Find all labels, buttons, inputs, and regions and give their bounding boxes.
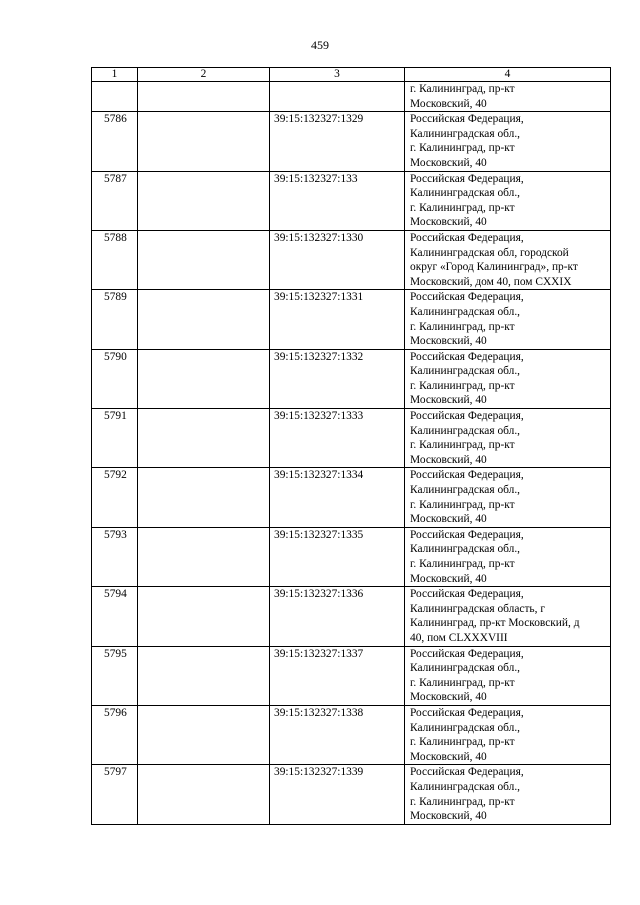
column-2-cell (138, 230, 270, 289)
cadastral-number-cell: 39:15:132327:1332 (270, 349, 405, 408)
column-2-cell (138, 587, 270, 646)
address-cell: Российская Федерация, Калининградская обл., г. Калининград, пр-кт Московский, 40 (405, 765, 611, 824)
table-row (92, 705, 611, 764)
address-cell: Российская Федерация, Калининградская обл., г. Калининград, пр-кт Московский, 40 (405, 646, 611, 705)
row-number-cell: 5790 (92, 349, 138, 408)
address-cell: Российская Федерация, Калининградская обл., г. Калининград, пр-кт Московский, 40 (405, 171, 611, 230)
header-cell: 3 (270, 68, 405, 82)
cadastral-number-cell: 39:15:132327:1331 (270, 290, 405, 349)
cadastral-number-cell: 39:15:132327:1337 (270, 646, 405, 705)
address-cell: Российская Федерация, Калининградская обл., г. Калининград, пр-кт Московский, 40 (405, 409, 611, 468)
address-cell: Российская Федерация, Калининградская область, г Калининград, пр-кт Московский, д 40, пом CLXXXVIII (405, 587, 611, 646)
address-cell: Российская Федерация, Калининградская обл., г. Калининград, пр-кт Московский, 40 (405, 290, 611, 349)
column-2-cell (138, 409, 270, 468)
table-row (92, 230, 611, 289)
cadastral-number-cell (270, 82, 405, 112)
table-row (92, 765, 611, 824)
address-cell: Российская Федерация, Калининградская обл., г. Калининград, пр-кт Московский, 40 (405, 527, 611, 586)
header-cell: 4 (405, 68, 611, 82)
row-number-cell: 5788 (92, 230, 138, 289)
table-row (92, 587, 611, 646)
column-2-cell (138, 349, 270, 408)
page-number: 459 (311, 38, 329, 52)
column-2-cell (138, 112, 270, 171)
cadastral-number-cell: 39:15:132327:1329 (270, 112, 405, 171)
address-cell: Российская Федерация, Калининградская обл., г. Калининград, пр-кт Московский, 40 (405, 468, 611, 527)
table-row (92, 646, 611, 705)
row-number-cell: 5793 (92, 527, 138, 586)
table-row (92, 527, 611, 586)
column-2-cell (138, 527, 270, 586)
table-row (92, 468, 611, 527)
row-number-cell: 5786 (92, 112, 138, 171)
address-cell: Российская Федерация, Калининградская обл., г. Калининград, пр-кт Московский, 40 (405, 112, 611, 171)
cadastral-number-cell: 39:15:132327:1338 (270, 705, 405, 764)
table-row (92, 409, 611, 468)
cadastral-number-cell: 39:15:132327:1333 (270, 409, 405, 468)
row-number-cell: 5797 (92, 765, 138, 824)
column-2-cell (138, 646, 270, 705)
cadastral-number-cell: 39:15:132327:1334 (270, 468, 405, 527)
address-cell: Российская Федерация, Калининградская обл., г. Калининград, пр-кт Московский, 40 (405, 349, 611, 408)
address-cell: Российская Федерация, Калининградская обл., г. Калининград, пр-кт Московский, 40 (405, 705, 611, 764)
table-row (92, 349, 611, 408)
column-2-cell (138, 705, 270, 764)
row-number-cell (92, 82, 138, 112)
registry-table-body (92, 68, 611, 825)
address-cell: Российская Федерация, Калининградская обл, городской округ «Город Калининград», пр-кт Московский, дом 40, пом CXXIX (405, 230, 611, 289)
table-row (92, 290, 611, 349)
header-cell: 2 (138, 68, 270, 82)
row-number-cell: 5794 (92, 587, 138, 646)
table-row (92, 112, 611, 171)
row-number-cell: 5795 (92, 646, 138, 705)
column-2-cell (138, 468, 270, 527)
header-cell: 1 (92, 68, 138, 82)
row-number-cell: 5787 (92, 171, 138, 230)
cadastral-number-cell: 39:15:132327:133 (270, 171, 405, 230)
column-2-cell (138, 171, 270, 230)
registry-table (91, 67, 611, 825)
row-number-cell: 5796 (92, 705, 138, 764)
cadastral-number-cell: 39:15:132327:1339 (270, 765, 405, 824)
column-2-cell (138, 82, 270, 112)
row-number-cell: 5792 (92, 468, 138, 527)
address-cell: г. Калининград, пр-кт Московский, 40 (405, 82, 611, 112)
table-row (92, 171, 611, 230)
cadastral-number-cell: 39:15:132327:1330 (270, 230, 405, 289)
row-number-cell: 5791 (92, 409, 138, 468)
column-2-cell (138, 765, 270, 824)
cadastral-number-cell: 39:15:132327:1335 (270, 527, 405, 586)
row-number-cell: 5789 (92, 290, 138, 349)
header-row (92, 68, 611, 82)
continuation-row (92, 82, 611, 112)
cadastral-number-cell: 39:15:132327:1336 (270, 587, 405, 646)
column-2-cell (138, 290, 270, 349)
